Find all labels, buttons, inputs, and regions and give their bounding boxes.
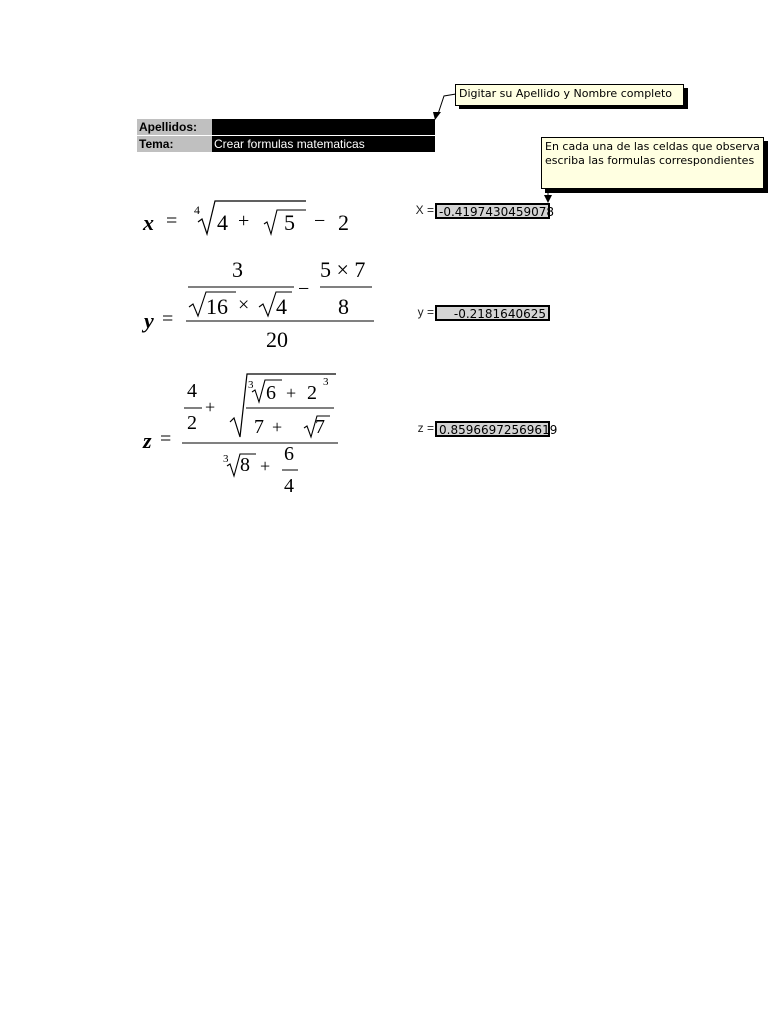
- fraction-lines: [0, 0, 768, 500]
- numerator: 5 × 7: [320, 257, 366, 282]
- equals-sign: =: [162, 308, 174, 330]
- apellidos-label: Apellidos:: [137, 119, 212, 135]
- plus-sign: +: [205, 397, 216, 417]
- plus-sign: +: [260, 456, 271, 476]
- numerator: 4: [187, 380, 197, 402]
- formula-comment: En cada una de las celdas que observa escriba las formulas correspondientes: [541, 137, 764, 189]
- root-index: 3: [248, 379, 254, 391]
- numerator: 6: [284, 443, 294, 465]
- y-result-label: y =: [417, 305, 434, 319]
- term: 2: [338, 210, 349, 235]
- term: 5: [284, 210, 295, 235]
- equals-sign: =: [166, 210, 178, 232]
- times-sign: ×: [238, 294, 250, 316]
- name-comment: Digitar su Apellido y Nombre completo: [455, 84, 684, 106]
- term: 7: [254, 416, 264, 438]
- denominator: 2: [187, 412, 197, 434]
- radicand: 7: [315, 416, 325, 438]
- var-x: x: [143, 210, 154, 235]
- minus-sign: −: [298, 278, 310, 300]
- var-z: z: [143, 428, 152, 453]
- plus-sign: +: [272, 417, 283, 437]
- z-result-cell[interactable]: 0.85966972569619: [435, 421, 550, 437]
- x-result-cell[interactable]: -0.4197430459078: [435, 203, 550, 219]
- equals-sign: =: [160, 428, 172, 450]
- radicand: 6: [266, 382, 276, 404]
- radicand: 4: [276, 294, 287, 319]
- formula-z: [0, 0, 768, 500]
- var-y: y: [144, 308, 154, 333]
- root-index: 3: [223, 453, 229, 465]
- tema-cell[interactable]: Crear formulas matematicas: [212, 136, 435, 152]
- plus-sign: +: [238, 210, 250, 232]
- y-result-cell[interactable]: -0.2181640625: [435, 305, 550, 321]
- plus-sign: +: [286, 383, 297, 403]
- term: 4: [217, 210, 228, 235]
- denominator: 20: [266, 327, 288, 352]
- root-index: 4: [194, 203, 200, 217]
- exponent: 3: [323, 376, 329, 388]
- radicand: 8: [240, 454, 250, 476]
- z-result-label: z =: [417, 421, 434, 435]
- denominator: 8: [338, 294, 349, 319]
- minus-sign: −: [314, 210, 326, 232]
- numerator: 3: [232, 257, 243, 282]
- radicand: 16: [206, 294, 228, 319]
- x-result-label: X =: [415, 203, 434, 217]
- base: 2: [307, 382, 317, 404]
- tema-label: Tema:: [137, 136, 212, 152]
- denominator: 4: [284, 475, 294, 497]
